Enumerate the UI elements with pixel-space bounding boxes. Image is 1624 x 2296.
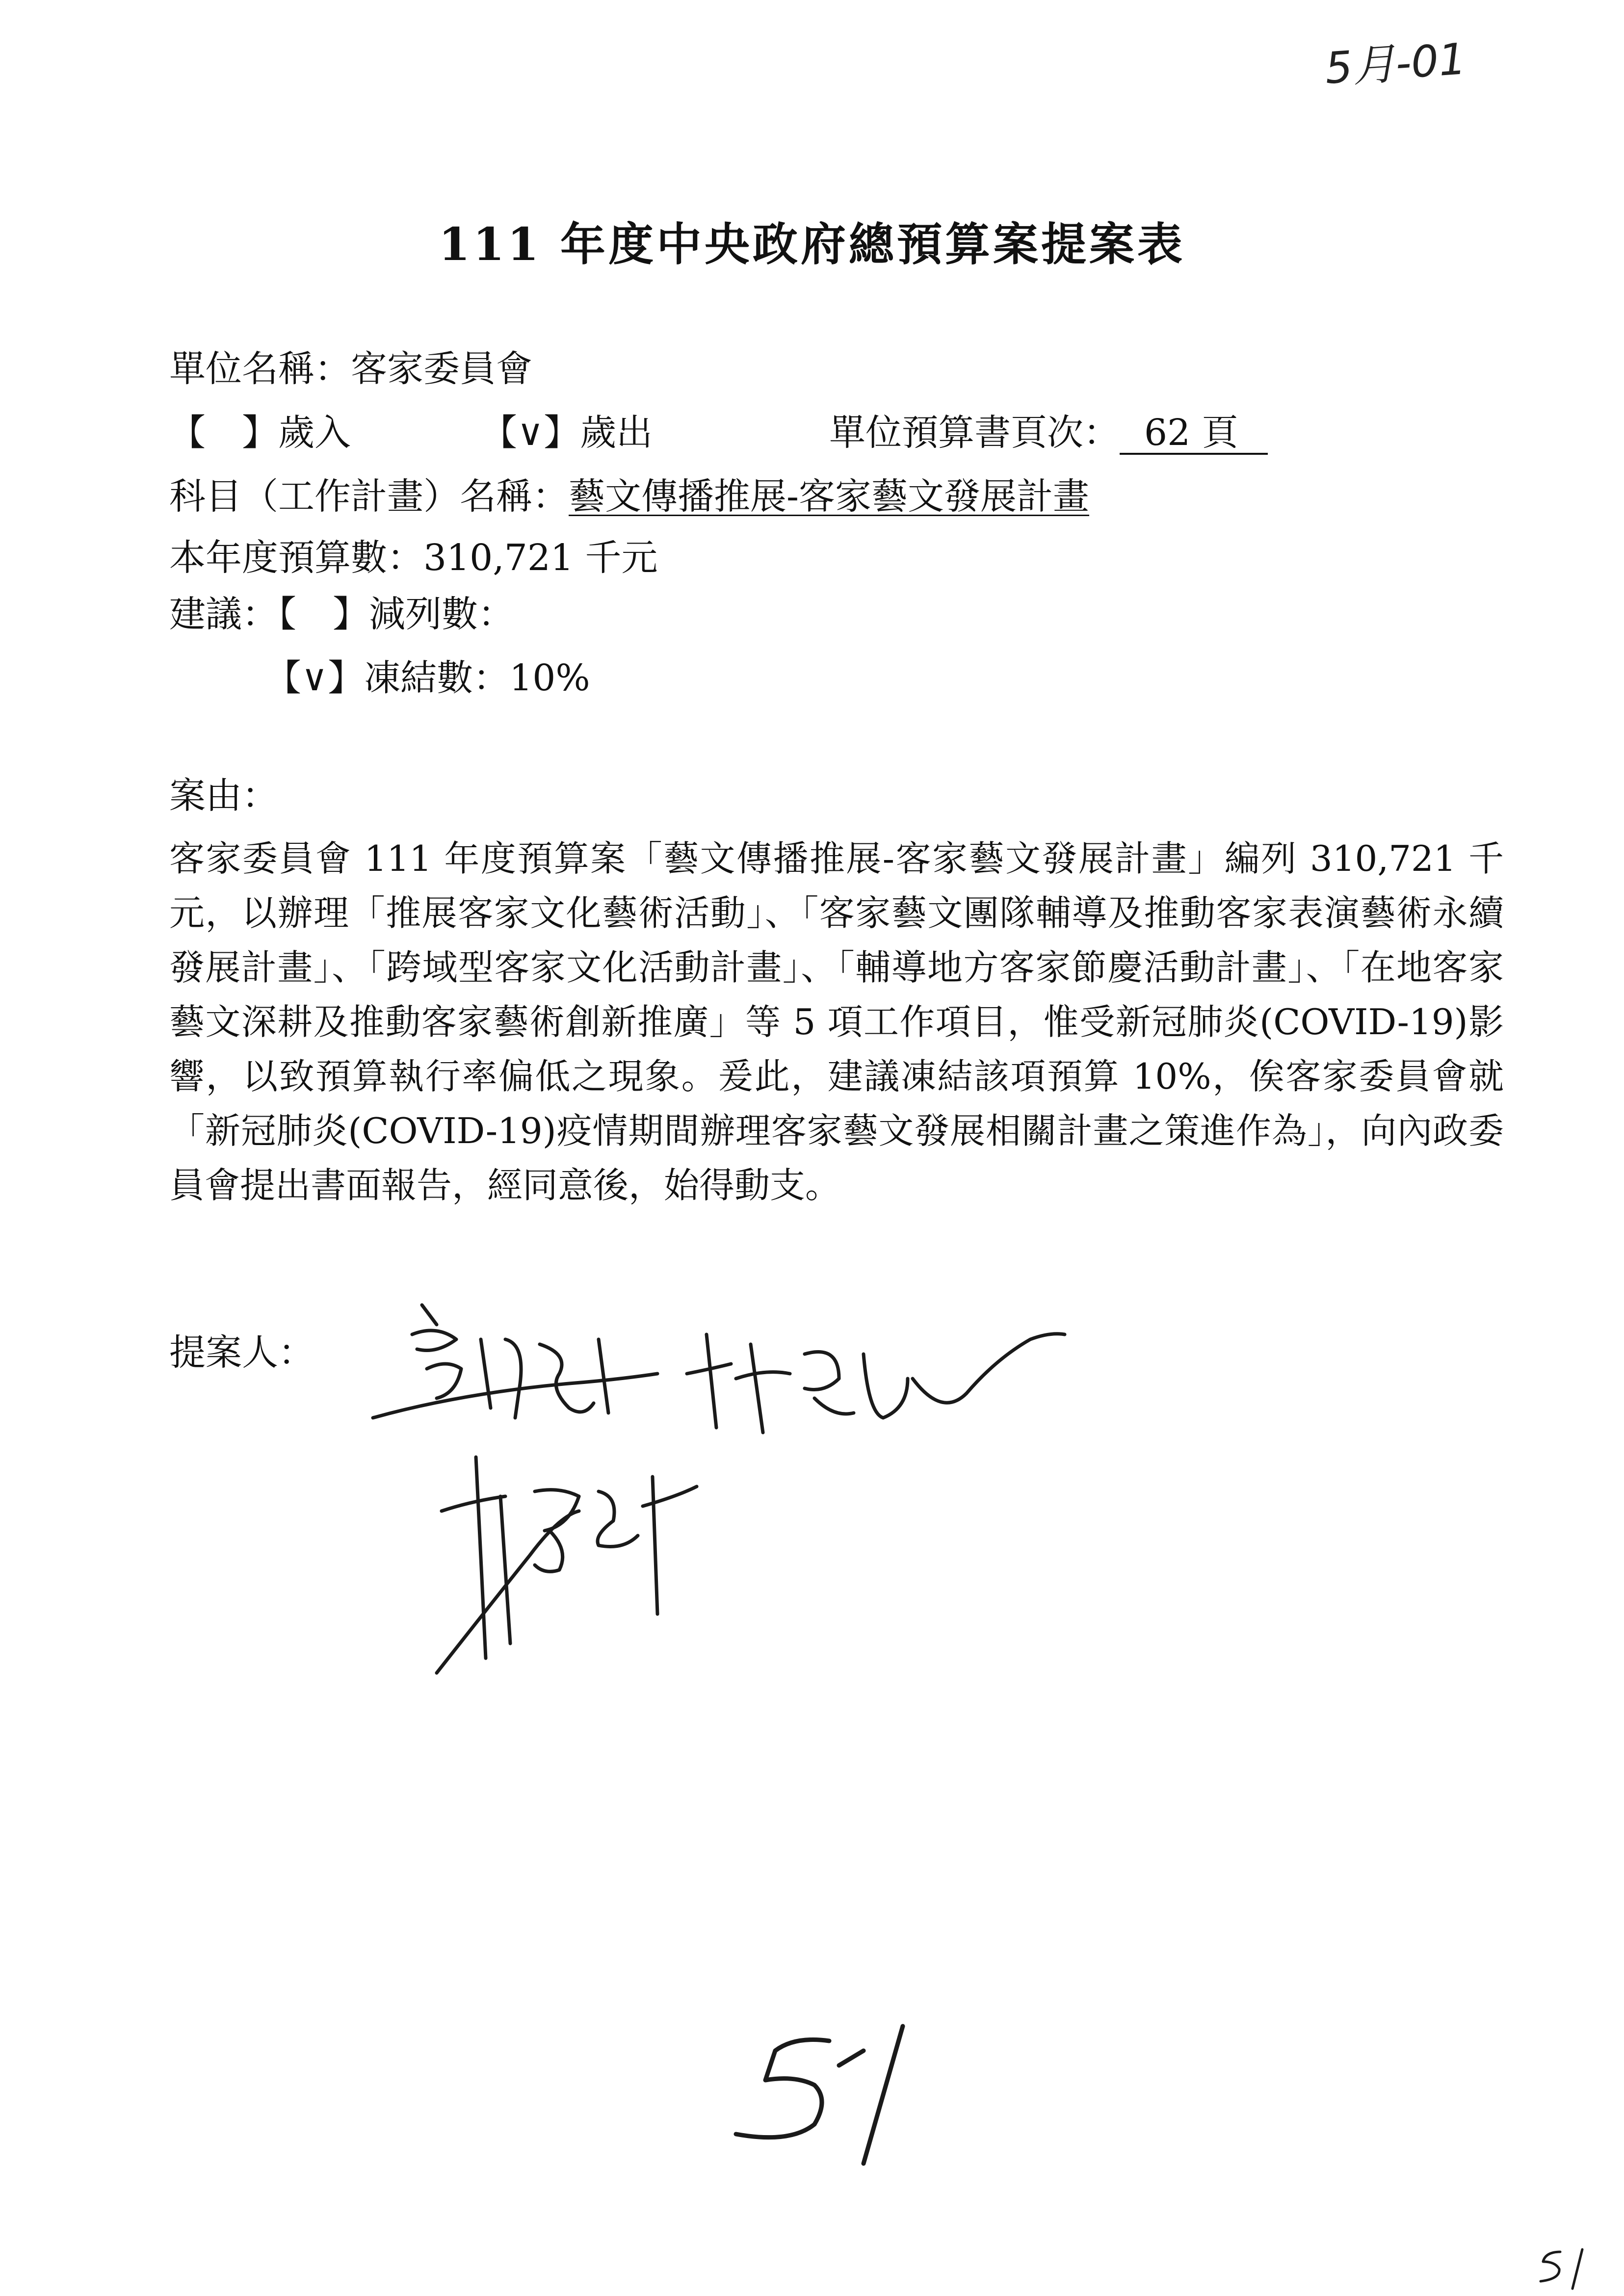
corner-page-number (1536, 2247, 1595, 2291)
signature-3 (432, 1447, 756, 1693)
unit-name-label: 單位名稱： (169, 348, 351, 390)
unit-name-value: 客家委員會 (351, 348, 532, 390)
budget-amount-value: 310,721 千元 (423, 537, 658, 579)
subject-label: 科目（工作計畫）名稱： (169, 475, 569, 518)
expense-checkbox: 【∨】 (481, 412, 580, 454)
suggestion-row (169, 593, 514, 635)
reduce-label: 減列數： (369, 593, 514, 635)
subject-value: 藝文傳播推展-客家藝文發展計畫 (569, 475, 1090, 518)
unit-name-row (169, 348, 532, 390)
expense-group (481, 412, 653, 454)
freeze-value: 10% (509, 657, 590, 699)
revenue-label: 歲入 (278, 412, 351, 454)
handwritten-page-number (716, 2021, 922, 2168)
signature-2 (677, 1315, 1070, 1442)
corner-note: 5月-01 (1323, 33, 1468, 94)
budget-page-group (829, 412, 1268, 455)
budget-amount-label: 本年度預算數： (169, 537, 423, 579)
category-row (169, 412, 351, 454)
expense-label: 歲出 (580, 412, 653, 454)
page-title: 111 年度中央政府總預算案提案表 (438, 218, 1186, 271)
reason-text: 客家委員會 111 年度預算案「藝文傳播推展-客家藝文發展計畫」編列 310,721 千元，以辦理「推展客家文化藝術活動」、「客家藝文團隊輔導及推動客家表演藝術永續發展計畫」、「跨域型客家文化活動計畫」、「輔導地方客家節慶活動計畫」、「在地客家藝文深耕及推動客家藝術創新推廣」等 5 項工作項目，惟受新冠肺炎(COVID-19)影響，以致預算執行率偏低之現象。爰此，建議凍結該項預算 10%，俟客家委員會就「新冠肺炎(COVID-19)疫情期間辦理客家藝文發展相關計畫之策進作為」，向內政委員會提出書面報告，經同意後，始得動支。 (169, 838, 1504, 1206)
proposer-label: 提案人： (169, 1331, 314, 1374)
budget-page-label: 單位預算書頁次： (829, 412, 1120, 454)
freeze-row (265, 657, 590, 699)
signature-1 (363, 1295, 667, 1442)
budget-amount-row (169, 537, 658, 579)
budget-page-value: 62 頁 (1120, 415, 1268, 455)
freeze-checkbox: 【∨】 (265, 657, 365, 699)
suggestion-label: 建議： (169, 593, 278, 635)
reduce-checkbox: 【 】 (278, 593, 369, 635)
freeze-label: 凍結數： (364, 657, 510, 699)
reason-label: 案由： (169, 775, 278, 817)
revenue-checkbox: 【 】 (169, 412, 278, 454)
subject-row (169, 475, 1090, 518)
